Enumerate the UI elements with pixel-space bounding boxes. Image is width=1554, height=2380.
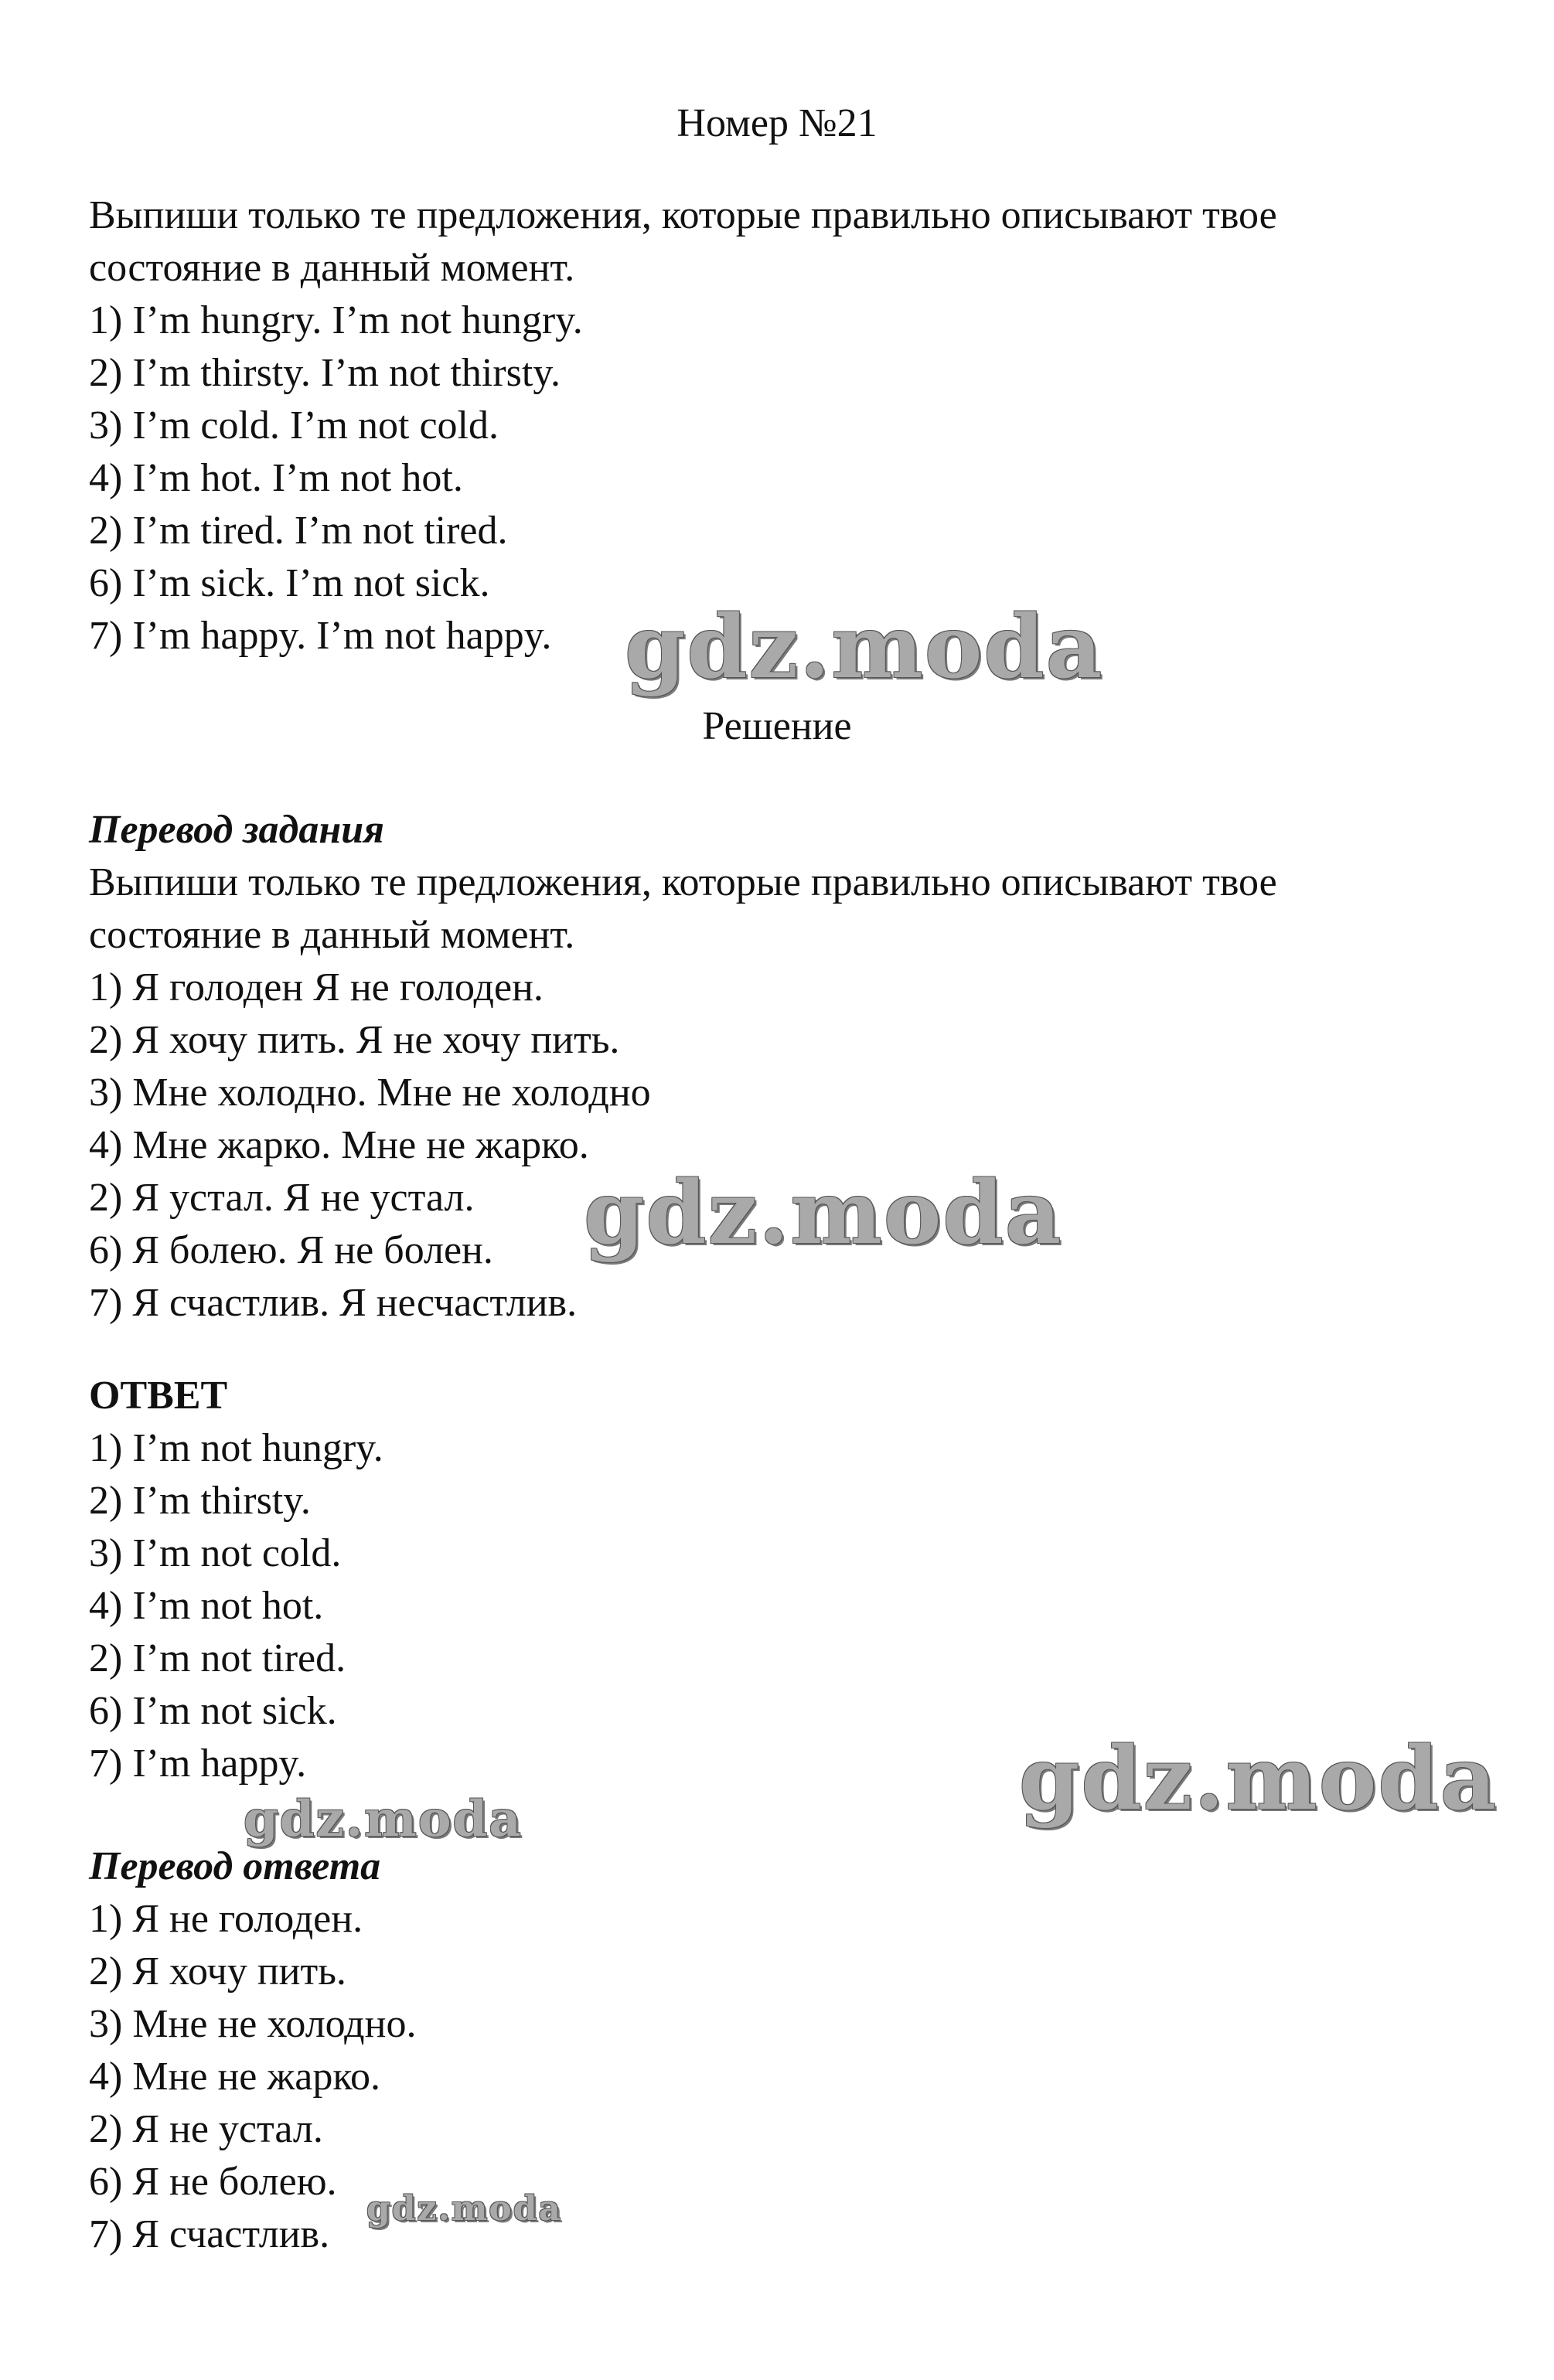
task-translation-item: 1) Я голоден Я не голоден. <box>89 965 544 1010</box>
answer-item: 2) I’m thirsty. <box>89 1479 311 1523</box>
answer-translation-item: 6) Я не болею. <box>89 2160 337 2204</box>
task-item: 2) I’m thirsty. I’m not thirsty. <box>89 351 561 395</box>
task-item: 4) I’m hot. I’m not hot. <box>89 456 463 500</box>
watermark-logo: gdz.moda <box>1019 1728 1498 1830</box>
answer-item: 3) I’m not cold. <box>89 1531 342 1575</box>
task-item: 2) I’m tired. I’m not tired. <box>89 509 508 553</box>
task-intro-line-2: состояние в данный момент. <box>89 246 575 290</box>
answer-item: 6) I’m not sick. <box>89 1689 337 1733</box>
watermark-logo: gdz.moda <box>366 2189 563 2228</box>
task-translation-item: 4) Мне жарко. Мне не жарко. <box>89 1123 589 1167</box>
answer-item: 2) I’m not tired. <box>89 1636 346 1680</box>
answer-translation-item: 3) Мне не холодно. <box>89 2002 417 2046</box>
answer-translation-item: 2) Я не устал. <box>89 2107 323 2151</box>
solution-heading: Решение <box>702 704 852 748</box>
answer-heading: ОТВЕТ <box>89 1374 228 1418</box>
answer-translation-item: 7) Я счастлив. <box>89 2212 330 2256</box>
task-translation-item: 7) Я счастлив. Я несчастлив. <box>89 1281 578 1325</box>
task-item: 3) I’m cold. I’m not cold. <box>89 403 499 448</box>
answer-translation-item: 2) Я хочу пить. <box>89 1949 346 1994</box>
task-translation-intro-line-1: Выпиши только те предложения, которые правильно описывают твое <box>89 860 1277 904</box>
answer-translation-item: 1) Я не голоден. <box>89 1897 363 1941</box>
answer-translation-heading: Перевод ответа <box>89 1844 381 1888</box>
task-item: 1) I’m hungry. I’m not hungry. <box>89 298 583 342</box>
answer-translation-item: 4) Мне не жарко. <box>89 2055 380 2099</box>
answer-item: 4) I’m not hot. <box>89 1584 324 1628</box>
answer-item: 7) I’m happy. <box>89 1742 307 1786</box>
task-translation-item: 2) Я устал. Я не устал. <box>89 1176 475 1220</box>
task-item: 7) I’m happy. I’m not happy. <box>89 614 552 658</box>
task-translation-heading: Перевод задания <box>89 808 384 852</box>
answer-item: 1) I’m not hungry. <box>89 1426 383 1470</box>
watermark-logo: gdz.moda <box>584 1163 1063 1264</box>
task-intro-line-1: Выпиши только те предложения, которые правильно описывают твое <box>89 193 1277 237</box>
task-translation-item: 2) Я хочу пить. Я не хочу пить. <box>89 1018 620 1062</box>
watermark-logo: gdz.moda <box>625 597 1104 698</box>
task-translation-item: 6) Я болею. Я не болен. <box>89 1228 493 1272</box>
page-title: Номер №21 <box>676 101 878 145</box>
task-item: 6) I’m sick. I’m not sick. <box>89 561 490 605</box>
task-translation-item: 3) Мне холодно. Мне не холодно <box>89 1071 651 1115</box>
watermark-logo: gdz.moda <box>244 1790 523 1848</box>
task-translation-intro-line-2: состояние в данный момент. <box>89 913 575 957</box>
